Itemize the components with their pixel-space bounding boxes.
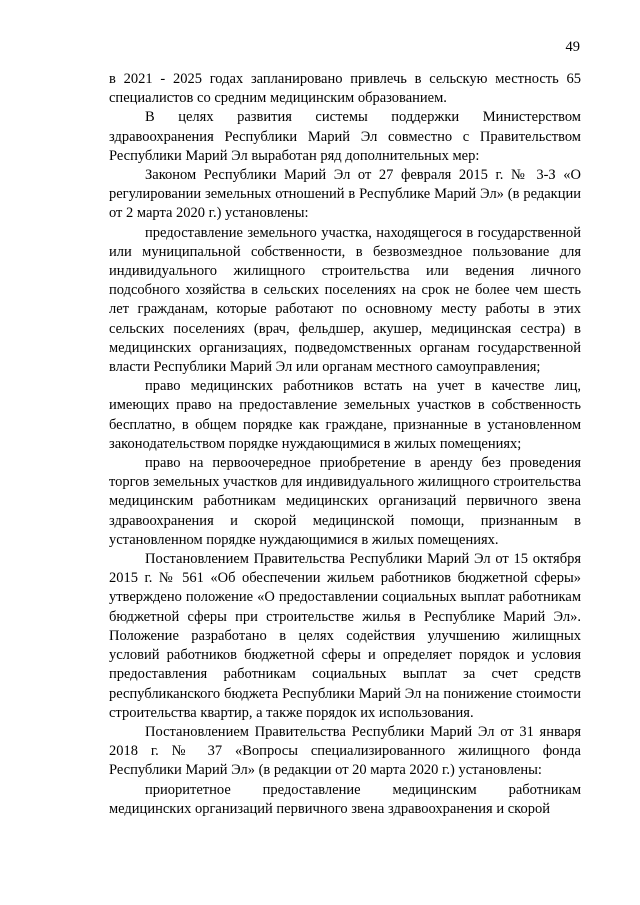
paragraph-6: право на первоочередное приобретение в аренду без проведения торгов земельных участков для индивидуального жилищного строительства медицинским работникам медицинских организаций первичного звена здравоохранения и скорой медицинской помощи, признанным в установленном порядке нуждающимися в жилых помещениях. [109,455,581,548]
paragraph-4: предоставление земельного участка, находящегося в государственной или муниципальной собственности, в безвозмездное пользование для индивидуального жилищного строительства или ведения личного подсобного хозяйства в сельских поселениях на срок не более чем шесть лет гражданам, которые работают по основному месту работы в этих сельских поселениях (врач, фельдшер, акушер, медицинская сестра) в медицинских организациях, подведомственных органам государственной власти Республики Марий Эл или органам местного самоуправления; [109,224,581,376]
document-body [109,70,581,819]
paragraph-9: приоритетное предоставление медицинским работникам медицинских организаций первичного звена здравоохранения и скорой [109,781,581,817]
paragraph-3: Законом Республики Марий Эл от 27 февраля 2015 г. № 3-З «О регулировании земельных отношений в Республике Марий Эл» (в редакции от 2 марта 2020 г.) установлены: [109,167,581,222]
page-number: 49 [565,39,580,55]
paragraph-1: в 2021 - 2025 годах запланировано привлечь в сельскую местность 65 специалистов со средним медицинским образованием. [109,71,581,107]
paragraph-8: Постановлением Правительства Республики Марий Эл от 31 января 2018 г. № 37 «Вопросы специализированного жилищного фонда Республики Марий Эл» (в редакции от 20 марта 2020 г.) установлены: [109,723,581,779]
paragraph-7: Постановлением Правительства Республики Марий Эл от 15 октября 2015 г. № 561 «Об обеспечении жильем работников бюджетной сферы» утверждено положение «О предоставлении социальных выплат работникам бюджетной сферы при строительстве жилья в Республике Марий Эл». Положение разработано в целях содействия улучшению жилищных условий работников бюджетной сферы и определяет порядок и условия предоставления работникам социальных выплат за счет средств республиканского бюджета Республики Марий Эл на понижение стоимости строительства квартир, а также порядок их использования. [109,551,581,721]
paragraph-5: право медицинских работников встать на учет в качестве лиц, имеющих право на предоставление земельных участков в собственность бесплатно, в общем порядке как граждане, признанные в установленном законодательством порядке нуждающимися в жилых помещениях; [109,378,581,452]
paragraph-2: В целях развития системы поддержки Министерством здравоохранения Республики Марий Эл совместно с Правительством Республики Марий Эл выработан ряд дополнительных мер: [109,109,581,164]
